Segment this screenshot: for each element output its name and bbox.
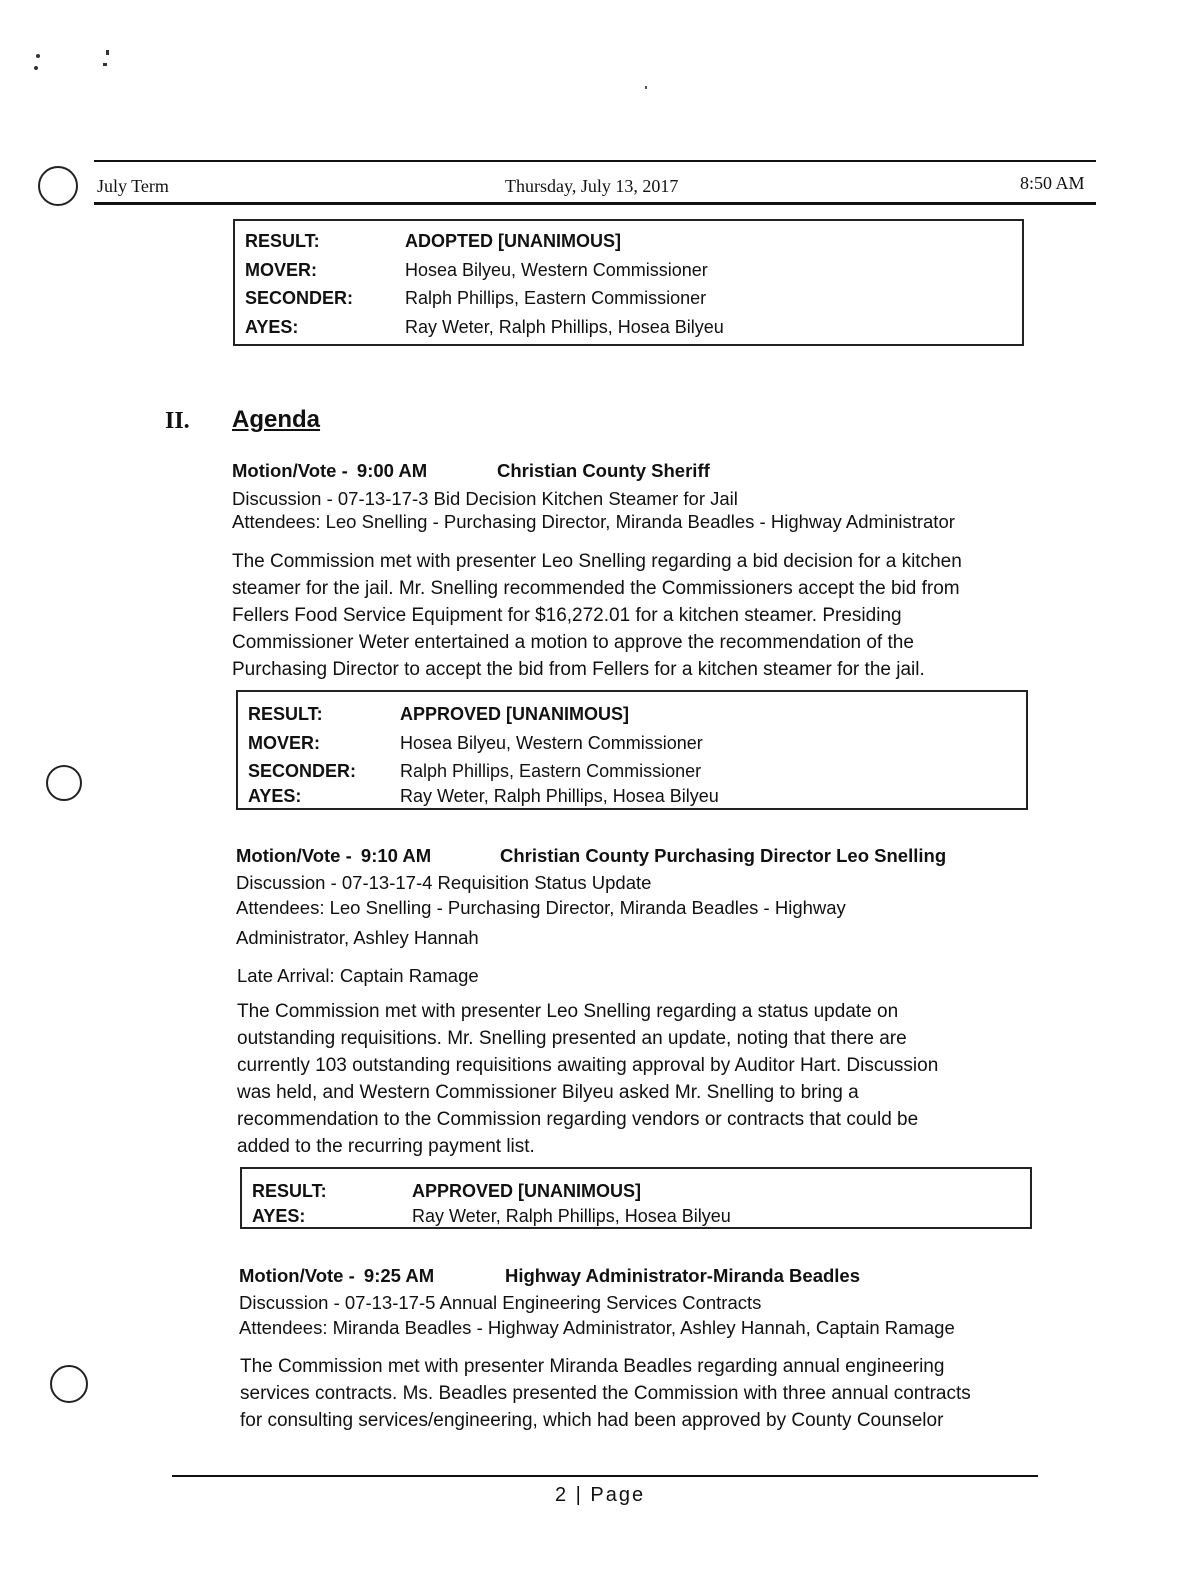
vote-box — [236, 690, 1028, 810]
vote-value: APPROVED [UNANIMOUS] — [412, 1181, 642, 1201]
paragraph-line: services contracts. Ms. Beadles presented the Commission with three annual contracts — [240, 1383, 971, 1404]
vote-value: Ray Weter, Ralph Phillips, Hosea Bilyeu — [400, 786, 719, 806]
paragraph-line: for consulting services/engineering, which had been approved by County Counselor — [240, 1410, 944, 1431]
paragraph-line: Fellers Food Service Equipment for $16,272.01 for a kitchen steamer. Presiding — [232, 605, 902, 626]
vote-box — [233, 219, 1024, 346]
paragraph-line: added to the recurring payment list. — [237, 1136, 535, 1157]
motion-subject: Christian County Purchasing Director Leo Snelling — [500, 845, 947, 866]
section-title: Agenda — [232, 406, 321, 433]
vote-label: RESULT: — [252, 1181, 327, 1201]
discussion-line: Discussion - 07-13-17-5 Annual Engineering Services Contracts — [239, 1292, 762, 1313]
footer-rule — [172, 1475, 1038, 1477]
scan-speck — [645, 86, 647, 89]
motion-prefix: Motion/Vote - — [239, 1265, 355, 1286]
vote-value: ADOPTED [UNANIMOUS] — [405, 231, 621, 251]
section-number: II. — [165, 408, 190, 434]
motion-prefix: Motion/Vote - — [232, 460, 348, 481]
vote-box — [240, 1167, 1032, 1229]
paragraph-line: Commissioner Weter entertained a motion to approve the recommendation of the — [232, 632, 914, 653]
motion-heading — [236, 845, 947, 867]
vote-value: Ray Weter, Ralph Phillips, Hosea Bilyeu — [412, 1206, 731, 1226]
attendees-line: Attendees: Leo Snelling - Purchasing Director, Miranda Beadles - Highway — [236, 897, 846, 918]
minutes-paragraph — [232, 548, 962, 683]
header-date: Thursday, July 13, 2017 — [505, 176, 679, 196]
vote-label: MOVER: — [248, 733, 320, 753]
scan-speck — [36, 54, 40, 58]
header-rule-bottom — [94, 202, 1096, 205]
paragraph-line: The Commission met with presenter Leo Snelling regarding a bid decision for a kitchen — [232, 551, 962, 572]
vote-value: APPROVED [UNANIMOUS] — [400, 704, 630, 724]
paragraph-line: Purchasing Director to accept the bid from Fellers for a kitchen steamer for the jail. — [232, 659, 925, 680]
late-arrival-line: Late Arrival: Captain Ramage — [237, 965, 479, 986]
vote-label: AYES: — [252, 1206, 306, 1226]
scan-speck — [106, 50, 109, 55]
attendees-line: Administrator, Ashley Hannah — [236, 927, 479, 948]
minutes-paragraph — [240, 1353, 971, 1434]
paragraph-line: outstanding requisitions. Mr. Snelling presented an update, noting that there are — [237, 1028, 907, 1049]
scan-speck — [34, 66, 38, 70]
vote-label: RESULT: — [245, 231, 320, 251]
vote-label: SECONDER: — [245, 288, 354, 308]
header-term: July Term — [97, 176, 169, 196]
punch-hole — [50, 1365, 88, 1403]
paragraph-line: recommendation to the Commission regarding vendors or contracts that could be — [237, 1109, 919, 1130]
attendees-line: Attendees: Miranda Beadles - Highway Administrator, Ashley Hannah, Captain Ramage — [239, 1317, 955, 1338]
paragraph-line: steamer for the jail. Mr. Snelling recommended the Commissioners accept the bid from — [232, 578, 960, 599]
vote-value: Hosea Bilyeu, Western Commissioner — [400, 733, 703, 753]
motion-time: 9:10 AM — [360, 845, 432, 866]
vote-value: Ray Weter, Ralph Phillips, Hosea Bilyeu — [405, 317, 724, 337]
discussion-line: Discussion - 07-13-17-3 Bid Decision Kitchen Steamer for Jail — [232, 488, 738, 509]
motion-time: 9:00 AM — [356, 460, 428, 481]
vote-value: Hosea Bilyeu, Western Commissioner — [405, 260, 708, 280]
vote-label: SECONDER: — [248, 761, 357, 781]
vote-label: AYES: — [245, 317, 299, 337]
motion-heading — [232, 460, 710, 482]
header-rule-top — [94, 160, 1096, 162]
vote-value: Ralph Phillips, Eastern Commissioner — [400, 761, 702, 781]
motion-subject: Christian County Sheriff — [497, 460, 710, 481]
motion-prefix: Motion/Vote - — [236, 845, 352, 866]
paragraph-line: The Commission met with presenter Leo Snelling regarding a status update on — [237, 1001, 899, 1022]
vote-value: Ralph Phillips, Eastern Commissioner — [405, 288, 707, 308]
vote-label: RESULT: — [248, 704, 323, 724]
motion-time: 9:25 AM — [363, 1265, 435, 1286]
punch-hole — [46, 765, 82, 801]
vote-label: AYES: — [248, 786, 302, 806]
attendees-line: Attendees: Leo Snelling - Purchasing Director, Miranda Beadles - Highway Administrator — [232, 511, 955, 532]
page-number: 2 | Page — [555, 1484, 646, 1506]
motion-heading — [239, 1265, 860, 1287]
vote-label: MOVER: — [245, 260, 317, 280]
header-time: 8:50 AM — [1020, 173, 1085, 193]
motion-subject: Highway Administrator-Miranda Beadles — [505, 1265, 860, 1286]
paragraph-line: currently 103 outstanding requisitions awaiting approval by Auditor Hart. Discussion — [237, 1055, 939, 1076]
punch-hole — [38, 166, 78, 206]
scan-speck — [103, 63, 107, 66]
paragraph-line: was held, and Western Commissioner Bilyeu asked Mr. Snelling to bring a — [237, 1082, 859, 1103]
minutes-paragraph — [237, 998, 938, 1160]
paragraph-line: The Commission met with presenter Miranda Beadles regarding annual engineering — [240, 1356, 945, 1377]
discussion-line: Discussion - 07-13-17-4 Requisition Status Update — [236, 872, 652, 893]
